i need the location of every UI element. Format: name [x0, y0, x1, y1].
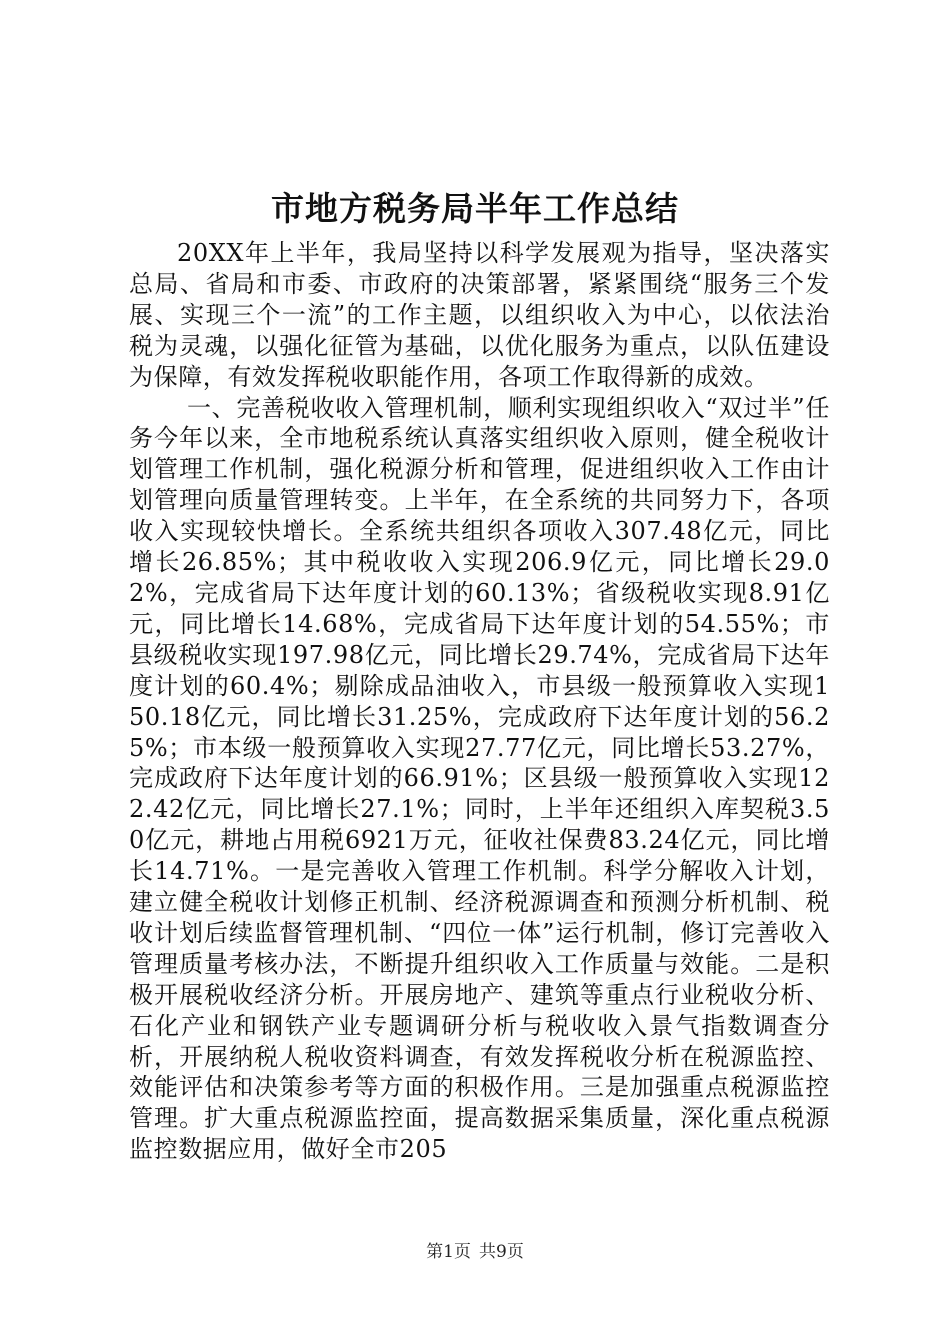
page-total: 共9页 [479, 1242, 524, 1262]
document-body [129, 238, 830, 1165]
page-title: 市地方税务局半年工作总结 [271, 189, 679, 228]
paragraph-intro: 20XX年上半年，我局坚持以科学发展观为指导，坚决落实总局、省局和市委、市政府的决策部署，紧紧围绕“服务三个发展、实现三个一流”的工作主题，以组织收入为中心，以依法治税为灵魂，以强化征管为基础，以优化服务为重点，以队伍建设为保障，有效发挥税收职能作用，各项工作取得新的成效。 [129, 239, 830, 391]
paragraph-section-one: 一、完善税收收入管理机制，顺利实现组织收入“双过半”任务今年以来，全市地税系统认真落实组织收入原则，健全税收计划管理工作机制，强化税源分析和管理，促进组织收入工作由计划管理向质量管理转变。上半年，在全系统的共同努力下，各项收入实现较快增长。全系统共组织各项收入307.48亿元，同比增长26.85%；其中税收收入实现206.9亿元，同比增长29.02%，完成省局下达年度计划的60.13%；省级税收实现8.91亿元，同比增长14.68%，完成省局下达年度计划的54.55%；市县级税收实现197.98亿元，同比增长29.74%，完成省局下达年度计划的60.4%；剔除成品油收入，市县级一般预算收入实现150.18亿元，同比增长31.25%，完成政府下达年度计划的56.25%；市本级一般预算收入实现27.77亿元，同比增长53.27%，完成政府下达年度计划的66.91%；区县级一般预算收入实现122.42亿元，同比增长27.1%；同时，上半年还组织入库契税3.50亿元，耕地占用税6921万元，征收社保费83.24亿元，同比增长14.71%。一是完善收入管理工作机制。科学分解收入计划，建立健全税收计划修正机制、经济税源调查和预测分析机制、税收计划后续监督管理机制、“四位一体”运行机制，修订完善收入管理质量考核办法，不断提升组织收入工作质量与效能。二是积极开展税收经济分析。开展房地产、建筑等重点行业税收分析、石化产业和钢铁产业专题调研分析与税收收入景气指数调查分析，开展纳税人税收资料调查，有效发挥税收分析在税源监控、效能评估和决策参考等方面的积极作用。三是加强重点税源监控管理。扩大重点税源监控面，提高数据采集质量，深化重点税源监控数据应用，做好全市205 [129, 393, 830, 1164]
page-number: 第1页 [426, 1242, 471, 1262]
page-footer [0, 1240, 950, 1264]
